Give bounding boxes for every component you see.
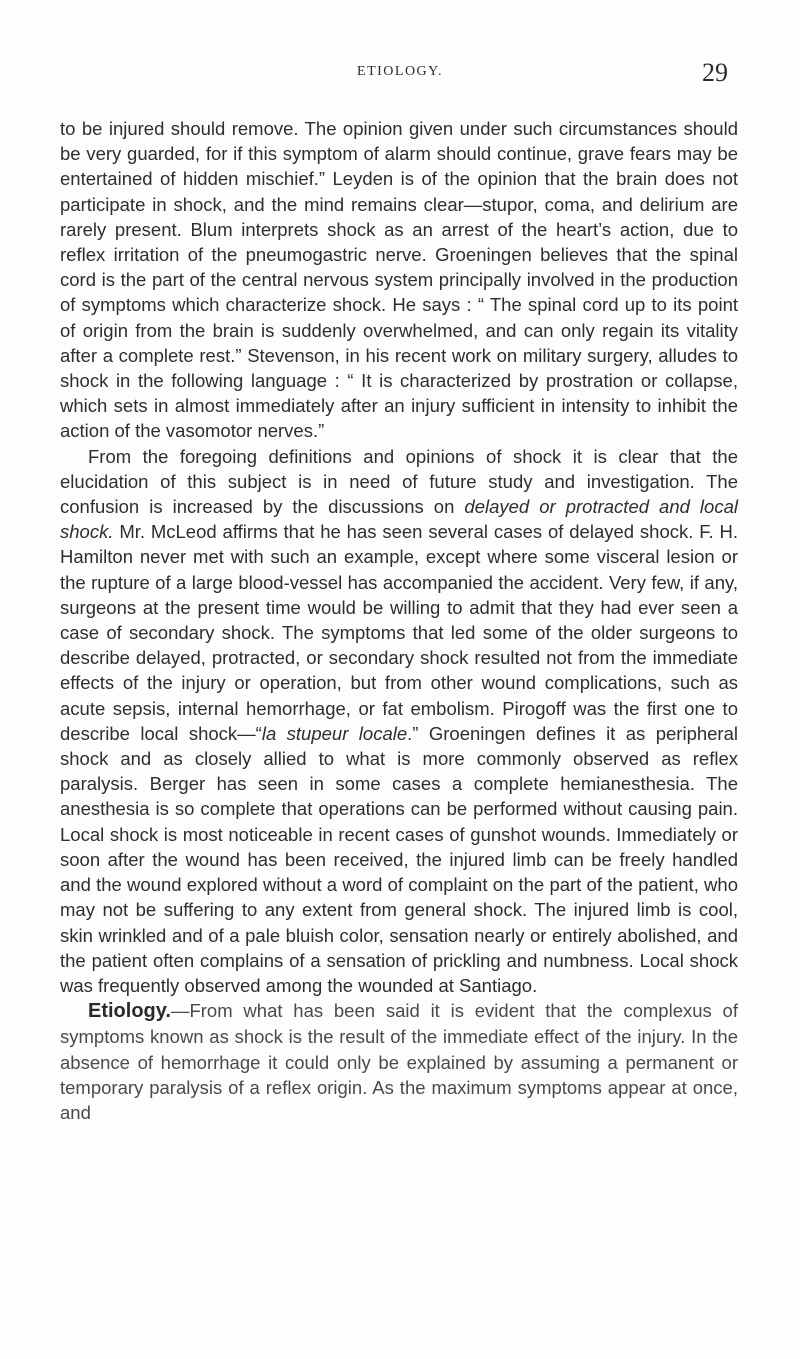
body-text — [60, 116, 738, 1125]
paragraph-2-space — [529, 496, 539, 517]
paragraph-2-end: .” Groeningen defines it as peripheral shock and as closely allied to what is more commonly observed as reflex paralysis. Berger has seen in some cases a complete hemianesthesia. The anesthesia is so complete that operations can be performed without causing pain. Local shock is most noticeable in recent cases of gunshot wounds. Immediately or soon after the wound has been received, the injured limb can be freely handled and the wound explored without a word of complaint on the part of the patient, who may not be suffering to any extent from general shock. The injured limb is cool, skin wrinkled and of a pale bluish color, sensation nearly or entirely abolished, and the patient often complains of a sensation of prickling and numbness. Local shock was frequently observed among the wounded at Santiago. — [60, 722, 738, 996]
paragraph-1: to be injured should remove. The opinion given under such circumstances should be very guarded, for if this symptom of alarm should continue, grave fears may be entertained of hidden mischief.” Leyden is of the opinion that the brain does not participate in shock, and the mind remains clear—stupor, coma, and delirium are rarely present. Blum interprets shock as an arrest of the heart’s action, due to reflex irritation of the pneumogastric nerve. Groeningen believes that the spinal cord is the part of the central nervous system principally involved in the production of symptoms which characterize shock. He says : “ The spinal cord up to its point of origin from the brain is suddenly overwhelmed, and can only regain its vitality after a complete rest.” Stevenson, in his recent work on military surgery, alludes to shock in the following language : “ It is characterized by prostration or collapse, which sets in almost immediately after an injury sufficient in intensity to inhibit the action of the vasomotor nerves.” — [60, 118, 738, 442]
italic-protracted-local-shock: or protracted and local shock. — [60, 496, 738, 543]
etiology-text: —From what has been said it is evident that the complexus of symptoms known as shock is the result of the immediate effect of the injury. In the absence of hemorrhage it could only be explained by assuming a permanent or temporary paralysis of a reflex origin. As the maximum symptoms appear at once, and — [60, 1000, 738, 1123]
paragraph-2-middle: Mr. McLeod affirms that he has seen several cases of delayed shock. F. H. Hamilton never met with such an example, except where some visceral lesion or the rupture of a large blood-vessel has accompanied the accident. Very few, if any, surgeons at the present time would be willing to admit that they had ever seen a case of secondary shock. The symptoms that led some of the older surgeons to describe delayed, protracted, or secondary shock resulted not from the immediate effects of the injury or operation, but from other wound complications, such as acute sepsis, internal hemorrhage, or fat embolism. Pirogoff was the first one to describe local shock—“ — [60, 521, 738, 744]
running-title: ETIOLOGY. — [357, 64, 443, 79]
etiology-heading: Etiology. — [88, 1000, 171, 1023]
italic-la-stupeur-locale: la stupeur locale — [261, 722, 408, 744]
paragraph-2 — [60, 444, 738, 998]
italic-delayed: delayed — [464, 496, 530, 518]
paragraph-etiology — [60, 998, 738, 1125]
paragraph-2-start: From the foregoing definitions and opinions of shock it is clear that the elucidation of this subject is in need of future study and investigation. The confusion is increased by the discussions on — [60, 445, 738, 518]
page-number: 29 — [702, 58, 728, 87]
running-header — [72, 58, 728, 88]
